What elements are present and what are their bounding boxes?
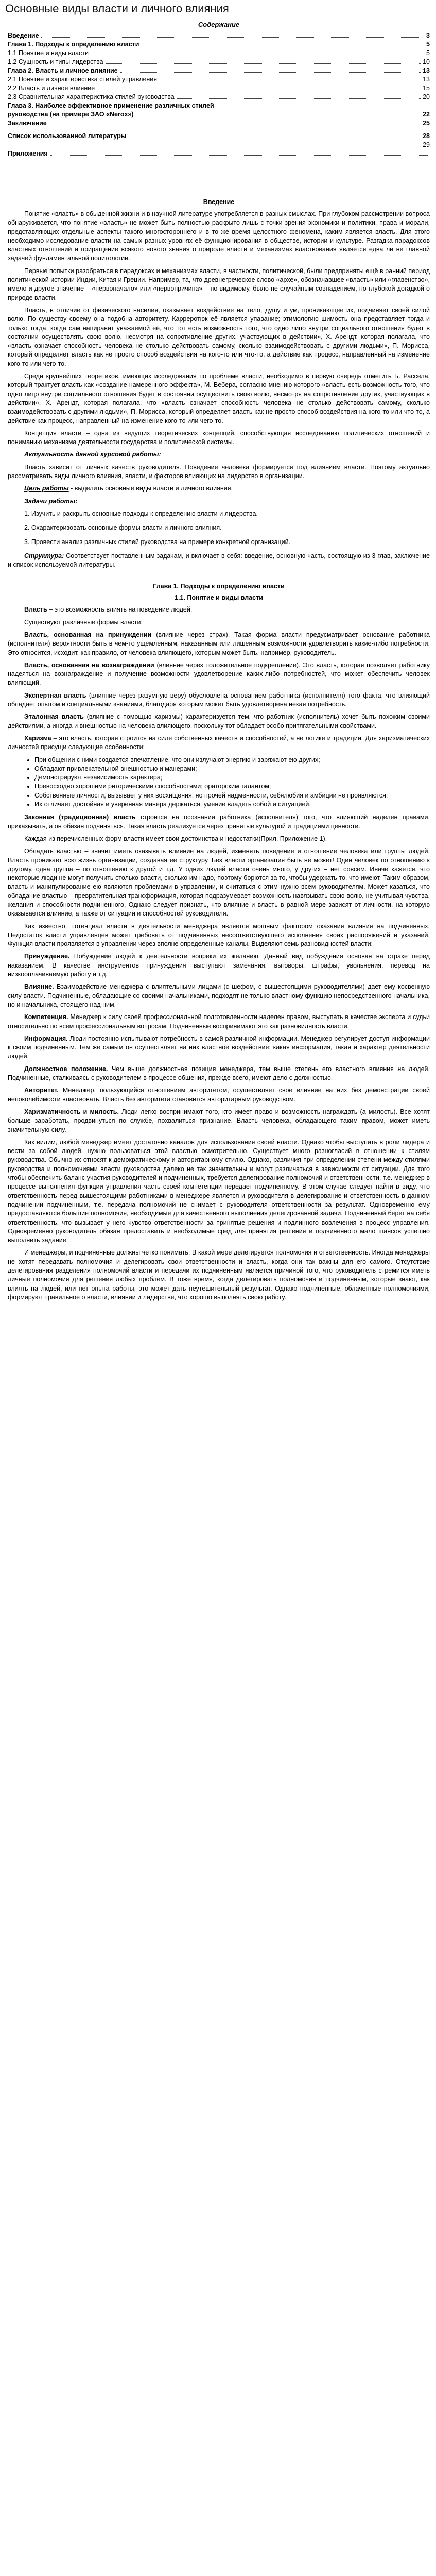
toc-item-2-3[interactable]: 2.3 Сравнительная характеристика стилей руководства 20	[8, 93, 430, 100]
list-item: • Собственные личности, вызывает у них восхищения, но прочей надменности, себялюбия и амбиции не проявляются;	[34, 791, 430, 800]
info-paragraph	[8, 1035, 430, 1061]
toc-item-chapter-3[interactable]: Глава 3. Наиболее эффективное применение различных стилей руководства (на примере ЗАО «Nerox») 22	[8, 102, 430, 118]
leader-paragraph: Как известно, потенциал власти в деятельности менеджера является мощным фактором оказания влияния на подчиненных. Недостаток власти управленцев может требовать от подчиненных несоответствующего исполнения своих распоряжений и указаний. Функция власти проявляется в управлении через вполне определенные каналы. Выделяют семь разновидностей власти:	[8, 922, 430, 948]
power-definition	[8, 605, 430, 614]
authority-text: Менеджер, пользующийся отношением авторитетом, осуществляет свое влияние на них без демонстрации своей непоколебимости властвовать. Власть без авторитета становится авторитарным руководством.	[8, 1087, 430, 1103]
section-1-1-heading: 1.1. Понятие и виды власти	[175, 594, 263, 602]
charisma-text: – это власть, которая строится на силе собственных качеств и способностей, а не логике и традиции. Для харизматических личностей присущи следующие особенности:	[8, 734, 430, 751]
intro-paragraph-4: Среди крупнейших теоретиков, имеющих исследования по проблеме власти, необходимо в первую очередь отметить Б. Рассела, который трактует власть как «создание намеренного эффекта», М. Вебера, согласно мнению которого «власть есть возможность того, что одно лицо внутри социального отношения будет в состоянии осуществить свою волю, несмотря на сопротивление других, участвующих в действии», Х. Арендт, которая полагала, что «власть означает способность человека не столько действовать самому, сколько взаимодействовать с другими людьми», П. Морисса, который определяет власть как не просто способ воздействия на кого-то или что-то, а действие как процесс, направленный на изменение кого-то или чего-то.	[8, 372, 430, 425]
toc-item-intro[interactable]: Введение 3	[8, 32, 430, 39]
reward-text: (влияние через положительное подкрепление). Это власть, которая позволяет работнику надеяться на вознаграждение и получение возможности удовлетворение каких-либо потребностей, что может обеспечить человек влияющий.	[8, 661, 430, 687]
tasks-label: Задачи работы:	[24, 497, 78, 505]
competence-label: Компетенция.	[24, 1013, 68, 1021]
toc-item-1-1[interactable]: 1.1 Понятие и виды власти 5	[8, 49, 430, 57]
expert-label: Экспертная власть	[24, 691, 86, 699]
position-label: Должностное положение.	[24, 1065, 108, 1073]
toc	[8, 31, 430, 158]
links-text: Взаимодействие менеджера с влиятельными лицами (с шефом, с вышестоящими руководителями) дает ему косвенную силу власти. Подчиненные, обладающие со своими начальниками, подходят не только властному функцию непосредственного начальника, но и начальника, стоящего над ним.	[8, 983, 430, 1008]
intro-heading: Введение	[203, 198, 235, 206]
coerce2-text: Побуждение людей к деятельности вопреки их желанию. Данный вид побуждения основан на страхе перед наказанием. В качестве инструментов принуждения выступают замечания, выговоры, штрафы, увольнения, перевод на низкооплачиваемую работу и т.д.	[8, 953, 430, 978]
legal-label: Законная (традиционная) власть	[24, 814, 136, 821]
list-item: • Демонстрируют независимость характера;	[34, 773, 430, 782]
charisma-list	[8, 756, 430, 809]
reward2-label: Харизматичность и милость.	[24, 1108, 119, 1115]
coerce2-label: Принуждение.	[24, 953, 70, 960]
intro-paragraph-5: Концепция власти – одна из ведущих теоретических концепций, способствующая исследованию политических отношений и пониманию механизма деятельности государства и политической системы.	[8, 429, 430, 446]
legal-paragraph	[8, 813, 430, 831]
summary-paragraph-1: Как видим, любой менеджер имеет достаточно каналов для использования своей власти. Однако чтобы выступить в роли лидера и вести за собой людей, нужно пользоваться этой властью осмотрительно. Существует много разногласий в отношении к стилям руководства. Обычно их относят к демократическому и авторитарному стилю. Однако, различия при определении степени между стилями руководства и полномочиями власти руководства далеко не так значительны и могут различаться в зависимости от ситуации. Для того чтобы обеспечить баланс участия руководителей и подчиненных, требуется делегирование полномочий и ответственности, т.е. менеджер в процессе выполнения функции управления часть своей компетенции передает подчиненному. В этом случае следует найти в виду, что ответственность перед вышестоящими работниками в менеджере является и руководителя в делегирование и ответственность в данном подчинении подчинённым, т.е. передача полномочий не снимает с руководителя ответственности за результат. Одновременно ему предоставляются большие полномочия, необходимые для качественного выполнения делегированной задачи. Подчиненный берет на себя ответственность, что вызывает у него чувство ответственности за принятые решения и подлинного вовлечения в процесс управления. Одновременно руководитель обязан предоставить и необходимые сред для принятия решения и подчиненного мало шансов успешно выполнить задание.	[8, 1138, 430, 1244]
charisma-label: Харизма	[24, 734, 51, 742]
power-label: Власть	[24, 606, 47, 614]
tasks-label-paragraph	[8, 497, 430, 506]
document-title: Основные виды власти и личного влияния	[5, 2, 229, 15]
reward2-text: Люди легко воспринимают того, кто имеет право и возможность награждать (а милость). Все хотят больше заработать, продвинуться по службе, похвалиться признание. Власть человека, обладающего таким правом, может иметь значительную силу.	[8, 1108, 430, 1133]
info-text: Люди постоянно испытывают потребность в самой различной информации. Менеджер регулирует доступ информации к своим подчиненным. Тем же самым он осуществляет на них властное воздействие: какая информация, такая и характер деятельности людей.	[8, 1035, 430, 1060]
summary-paragraph-2: И менеджеры, и подчиненные должны четко понимать: В какой мере делегируется полномочия и ответственность. Иногда менеджеры не хотят передавать полномочия и делегировать свои ответственности и власть, когда они так важны для его самого. Отсутствие делегирования разделения полномочий власти и передачи их подчиненным является причиной того, что руководитель стремится иметь личные полномочия для решения любых проблем. В тоже время, когда делегировать полномочия и подчиненным, которые знают, как влиять на людей, или нет опыта работы, это может дать неутешительный результат. Однако подчиненные, облаченные полномочиями, формируют правильное о власти, влиянии и лидерстве, что хорошо выполнять свою работу.	[8, 1249, 430, 1301]
goal-label: Цель работы	[24, 485, 69, 493]
competence-text: Менеджер к силу своей профессиональной подготовленности наделен правом, выступать в качестве эксперта и судьи относительно по всем профессиональным вопросам. Подчиненные воспринимают это как разновидность власти.	[8, 1013, 430, 1030]
info-label: Информация.	[24, 1035, 68, 1042]
actuality-text: Власть зависит от личных качеств руководителя. Поведение человека формируется под влиянием власти. Поэтому актуально рассматривать виды личного влияния, власти, и факторов влияющих на лидерство в организации.	[8, 463, 430, 480]
toc-item-2-1[interactable]: 2.1 Понятие и характеристика стилей управления 13	[8, 76, 430, 83]
coercion-text: (влияние через страх). Такая форма власти предусматривает основание работника (исполнителя) вероятности быть в чем-то ущемленным, наказанным или лишенным возможности удовлетворить какие-либо потребности. Это относится, исходит, как правило, от человека влияющего, которым может быть, например, руководитель.	[8, 631, 430, 656]
coercion-paragraph	[8, 631, 430, 657]
document-sheet	[8, 19, 430, 2576]
list-item: • При общении с ними создается впечатление, что они излучают энергию и заряжают ею других;	[34, 756, 430, 765]
toc-item-2-2[interactable]: 2.2 Власть и личное влияние 15	[8, 84, 430, 92]
legal-text: строится на осознании работника (исполнителя) того, что влияющий наделен правами, приказывать, а он обязан подчиняться. Такая власть реализуется через принятые культурой и традициями ценности.	[8, 814, 430, 830]
actuality-paragraph	[8, 450, 430, 459]
structure-paragraph	[8, 552, 430, 570]
toc-heading: Содержание	[198, 21, 240, 28]
task-item: 1. Изучить и раскрыть основные подходы к определению власти и лидерства.	[24, 510, 258, 517]
manage-paragraph: Обладать властью – значит иметь оказывать влияние на людей, изменять поведение и отношение человека или группы людей. Власть проникает всю жизнь организации, создавая её структуру. Без власти организация быть не может! Один человек по отношению к другому, одна группа – по отношению к другой и т.д. У одних людей власти очень много, у других – нет совсем. Иначе кажется, что некоторые люди не могут получить столько власти, сколько им надо, поэтому борются за то, чтобы удержать то, что имеют. Таким образом, власть и манипулирование ею являются проблемами в управлении, и считаться с этим нужно всем руководителям. Может казаться, что обладание властью – превратительная трансформация, которая подразумевает возможность навязывать свою волю, не учитывая чувства, желания и способности подчиненного. Однако следует признать, что влияние и власть в равной мере зависят от личности, на которую оказывается влияние, а также от ситуации и способностей руководителя.	[8, 848, 430, 918]
structure-text: Соответствует поставленным задачам, и включает в себя: введение, основную часть, состоящую из 3 глав, заключение и список используемой литературы.	[8, 552, 430, 569]
toc-item-appendix[interactable]: Приложения	[8, 149, 430, 158]
types-intro: Существуют различные формы власти:	[24, 618, 143, 626]
reward-label: Власть, основанная на вознаграждении	[24, 661, 154, 669]
coercion-label: Власть, основанная на принуждении	[24, 631, 152, 638]
goal-paragraph	[8, 484, 430, 493]
list-item: • Обладают привлекательной внешностью и манерами;	[34, 765, 430, 773]
toc-literature-page-2: 29	[423, 141, 430, 148]
list-item: • Превосходно хорошими риторическими способностями; ораторским талантом;	[34, 782, 430, 791]
intro-paragraph-2: Первые попытки разобраться в парадоксах и механизмах власти, в частности, политической, были предприняты ещё в ранний период политической истории Индии, Китая и Греции. Например, та, что древнегреческое слово «архе», обозначавшее «власть» или «главенство», имело и другое значение – «первоначало» или «первопричина» – по-видимому, было не случайным совпадением, но глубокой догадкой о природе власти.	[8, 267, 430, 301]
task-item: 3. Провести анализ различных стилей руководства на примере конкретной организаций.	[24, 538, 291, 546]
tasks-list	[8, 510, 430, 547]
referent-label: Эталонная власть	[24, 713, 84, 721]
structure-label: Структура:	[24, 552, 64, 560]
toc-item-chapter-1[interactable]: Глава 1. Подходы к определению власти 5	[8, 41, 430, 48]
power-text: – это возможность влиять на поведение людей.	[49, 606, 193, 614]
referent-text: (влияние с помощью харизмы) характеризуется тем, что работник (исполнитель) хочет быть похожим своими действиями, а иногда и внешностью на человека влияющего, поскольку тот обладает особо притягательными свойствами.	[8, 713, 430, 730]
toc-item-literature[interactable]: Список использованной литературы 28	[8, 132, 430, 140]
toc-item-chapter-2[interactable]: Глава 2. Власть и личное влияние 13	[8, 67, 430, 74]
reward2-paragraph	[8, 1108, 430, 1134]
actuality-label: Актуальность данной курсовой работы:	[24, 451, 161, 459]
intro-paragraph-3: Власть, в отличие от физического насилия, оказывает воздействие на тело, душу и ум, проникающее их, подчиняет своей силой волю. По существу своему она подобна авторитету. Карреротюк её является упавание; этимологию шимость она представляет тогда и только тогда, когда сам напиравит уважаемой её, что тот есть возможность того, что одно лицо внутри социального отношения будет в состоянии осуществлять свою волю, несмотря на сопротивление других, участвующих в действии», Х. Арендт, которая полагала, что «власть означает способность человека не столько действовать самому, сколько взаимодействовать с другими людьми», П. Морисса, который определяет власть как не просто способ воздействия на кого-то или что-то, а действие как процесс, направленный на изменение кого-то или чего-то.	[8, 306, 430, 367]
chapter-1-heading: Глава 1. Подходы к определению власти	[153, 583, 285, 590]
intro-paragraph-1: Понятие «власть» в обыденной жизни и в научной литературе употребляется в разных смыслах. При глубоком рассмотрении вопроса обнаруживается, что понятие «власть» не может быть полностью раскрыто лишь с точки зрения экономики и политики, права и морали, представляющих отдельные аспекты такого многостороннего и в то же время целостного феномена, каким является власть. Для этого необходимо исследование власти на самых разных уровнях её функционирования в обществе, истории и культуре. Разгадка парадоксов властных отношений и приращение всякого нового знания о природе власти и механизмах властвования является едва ли не главной задачей фундаментальной политологии.	[8, 210, 430, 262]
charisma-paragraph	[8, 734, 430, 752]
position-text: Чем выше должностная позиция менеджера, тем выше степень его властного влияния на людей. Подчиненные, сталкиваясь с руководителем в процессе общения, прежде всего, имеют дело с должностью.	[8, 1065, 430, 1082]
authority-paragraph	[8, 1086, 430, 1104]
toc-item-conclusion[interactable]: Заключение 25	[8, 120, 430, 127]
links-label: Влияние.	[24, 983, 54, 991]
each-form-paragraph: Каждая из перечисленных форм власти имеет свои достоинства и недостатки(Прил. Приложение 1).	[24, 835, 327, 842]
toc-item-1-2[interactable]: 1.2 Сущность и типы лидерства 10	[8, 58, 430, 65]
authority-label: Авторитет.	[24, 1087, 59, 1094]
links-paragraph	[8, 982, 430, 1009]
referent-paragraph	[8, 713, 430, 731]
goal-text: - выделить основные виды власти и личного влияния.	[71, 485, 233, 493]
list-item: • Их отличает достойная и уверенная манера держаться, умение владеть собой и ситуацией.	[34, 800, 430, 809]
task-item: 2. Охарактеризовать основные формы власти и личного влияния.	[24, 524, 222, 532]
expert-text: (влияние через разумную веру) обусловлена основанием работника (исполнителя) того факта, что влияющий обладает опытом и специальными знаниями, благодаря которым может быть удовлетворена некая потребность.	[8, 691, 430, 708]
expert-paragraph	[8, 691, 430, 709]
reward-paragraph	[8, 661, 430, 688]
competence-paragraph	[8, 1013, 430, 1031]
position-paragraph	[8, 1065, 430, 1083]
coerce2-paragraph	[8, 952, 430, 979]
